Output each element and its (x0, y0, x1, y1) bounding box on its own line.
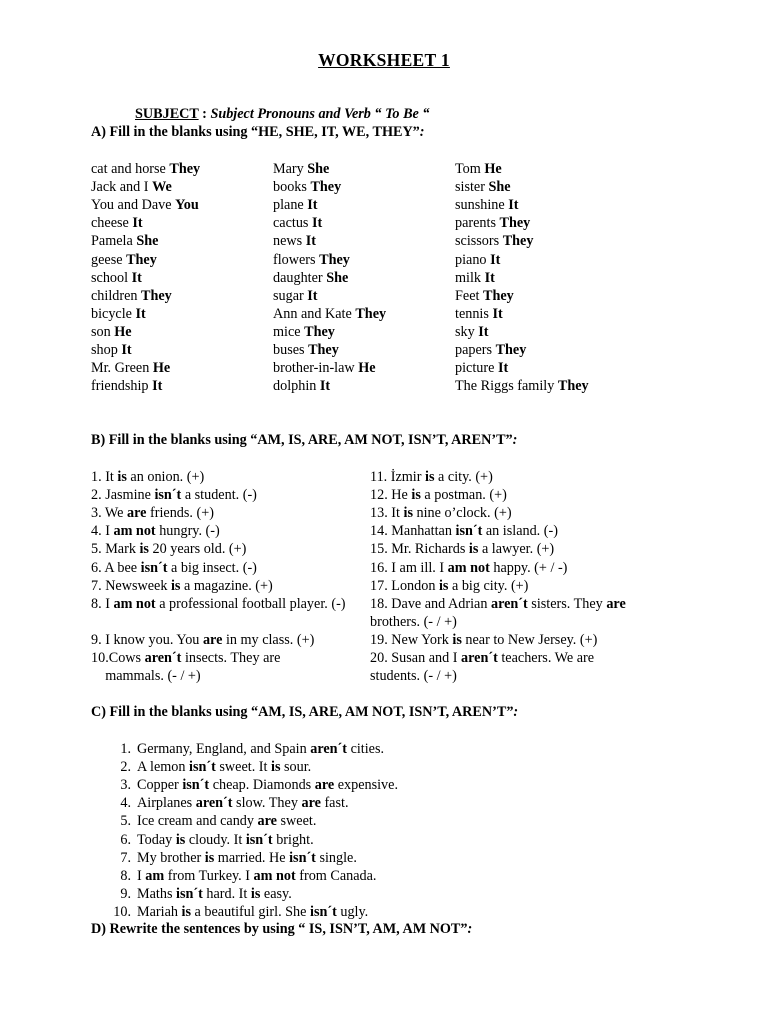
pronoun-item (455, 196, 518, 214)
pronoun-item (91, 269, 142, 287)
section-d-heading: D) Rewrite the sentences by using “ IS, ISN’T, AM, AM NOT”: (91, 921, 473, 937)
verb-answer: aren´t (310, 741, 348, 757)
item-number: 5. (120, 813, 131, 830)
pronoun-answer: It (484, 269, 495, 286)
pronoun-answer: It (132, 215, 143, 232)
sentence-text: hungry. (-) (155, 523, 220, 540)
list-item (91, 812, 316, 830)
sentence-text: 9. I know you. You (91, 631, 203, 648)
sentence-text: cloudy. It (185, 831, 246, 848)
sentence-text: a lawyer. (+) (478, 541, 555, 558)
sentence-text: Ice cream and candy (137, 813, 258, 830)
sentence-text: 5. Mark (91, 541, 140, 558)
sentence-text: 20 years old. (+) (148, 541, 247, 558)
pronoun-answer: He (358, 360, 376, 377)
noun-text: milk (455, 269, 482, 286)
pronoun-item (273, 196, 318, 214)
sentence-text: mammals. (- / +) (91, 668, 201, 685)
sentence-line (91, 595, 346, 613)
noun-text: Feet (455, 287, 480, 304)
list-item (91, 867, 376, 885)
pronoun-item (91, 341, 132, 359)
pronoun-item (455, 341, 526, 359)
verb-answer: isn´t (140, 559, 168, 576)
pronoun-answer: We (152, 179, 172, 196)
sentence-line (370, 522, 558, 540)
verb-answer: are (314, 777, 335, 794)
sentence-text: a professional football player. (-) (155, 595, 346, 612)
pronoun-item (91, 305, 146, 323)
item-number: 8. (120, 867, 131, 884)
sentence-line (91, 559, 257, 577)
noun-text: tennis (455, 305, 489, 322)
pronoun-item (455, 323, 489, 341)
sentence-line (91, 540, 246, 558)
subject-text: Subject Pronouns and Verb “ To Be “ (210, 106, 430, 122)
sentence-line (370, 504, 512, 522)
noun-text: buses (273, 342, 305, 358)
sentence-line (370, 468, 493, 486)
sentence-text: 4. I (91, 523, 114, 540)
sentence-text: a big insect. (-) (167, 559, 257, 576)
item-number: 9. (120, 885, 131, 902)
page-title: WORKSHEET 1 (318, 50, 450, 70)
sentence-text: 11. İzmir (370, 469, 426, 485)
sentence-line (91, 667, 201, 685)
verb-answer: are (127, 505, 147, 522)
noun-text: The Riggs family (455, 378, 555, 395)
pronoun-item (455, 178, 511, 196)
sentence-line (370, 667, 457, 685)
sentence-text: 18. Dave and Adrian (370, 595, 491, 612)
section-a-heading: A) Fill in the blanks using “HE, SHE, IT, WE, THEY”: (91, 124, 425, 140)
sentence-text: from Canada. (295, 867, 377, 884)
noun-text: Ann and Kate (273, 305, 352, 322)
noun-text: flowers (273, 251, 316, 268)
sentence-line (370, 613, 457, 631)
sentence-text: brothers. (- / +) (370, 613, 457, 630)
noun-text: children (91, 287, 138, 304)
sentence-text: sweet. (276, 813, 317, 830)
verb-answer: isn´t (455, 523, 483, 540)
noun-text: sugar (273, 287, 304, 304)
pronoun-item (273, 305, 386, 323)
verb-answer: am not (113, 595, 156, 612)
sentence-text: students. (- / +) (370, 668, 457, 685)
noun-text: papers (455, 342, 493, 358)
pronoun-item (273, 232, 316, 250)
sentence-line (91, 486, 257, 504)
verb-answer: isn´t (245, 831, 273, 848)
noun-text: Jack and I (91, 179, 149, 196)
sentence-text: an onion. (+) (126, 469, 205, 485)
pronoun-answer: They (557, 378, 589, 395)
sentence-text: slow. They (232, 795, 302, 812)
verb-answer: are (301, 795, 321, 812)
sentence-text: I (137, 867, 146, 884)
verb-answer: isn´t (310, 903, 337, 920)
pronoun-item (455, 214, 530, 232)
sentence-text: 3. We (91, 505, 128, 522)
sentence-text: single. (315, 849, 357, 866)
noun-text: Tom (455, 161, 481, 177)
verb-answer: aren´t (490, 595, 528, 612)
verb-answer: isn´t (176, 885, 203, 902)
list-item (91, 740, 384, 758)
sentence-text: 16. I am ill. I (370, 559, 448, 576)
sentence-text: Mariah (137, 903, 182, 920)
pronoun-answer: It (478, 323, 489, 340)
pronoun-item (455, 269, 495, 287)
list-item (91, 831, 314, 849)
verb-answer: aren´t (195, 795, 233, 812)
pronoun-answer: It (319, 378, 331, 395)
pronoun-answer: They (141, 287, 172, 304)
noun-text: bicycle (91, 305, 132, 322)
noun-text: plane (273, 197, 304, 214)
pronoun-item (273, 214, 322, 232)
sentence-line (91, 649, 280, 667)
sentence-text: My brother (137, 849, 205, 866)
pronoun-item (273, 160, 329, 178)
pronoun-answer: It (312, 215, 323, 232)
pronoun-item (273, 359, 376, 377)
pronoun-answer: They (502, 233, 534, 250)
sentence-line (91, 468, 204, 486)
verb-answer: is (204, 849, 215, 866)
verb-answer: isn´t (154, 487, 182, 504)
pronoun-answer: She (326, 269, 349, 286)
pronoun-answer: They (310, 179, 342, 196)
verb-answer: is (139, 541, 149, 558)
sentence-text: A lemon (137, 759, 190, 776)
pronoun-answer: He (114, 323, 132, 340)
verb-answer: is (438, 577, 449, 594)
item-number: 3. (120, 777, 131, 794)
sentence-text: married. He (214, 849, 290, 866)
sentence-text: an island. (-) (482, 523, 558, 540)
pronoun-item (91, 377, 162, 395)
subject-colon: : (198, 106, 211, 122)
noun-text: Pamela (91, 233, 133, 250)
pronoun-item (273, 377, 330, 395)
sentence-text: happy. (+ / -) (489, 559, 568, 576)
pronoun-item (455, 377, 589, 395)
pronoun-answer: They (482, 287, 514, 304)
list-item (91, 903, 368, 921)
verb-answer: is (271, 759, 281, 776)
pronoun-item (91, 214, 143, 232)
sentence-text: Airplanes (137, 795, 196, 812)
sentence-text: 15. Mr. Richards (370, 541, 469, 558)
pronoun-item (273, 178, 341, 196)
verb-answer: is (425, 469, 435, 485)
pronoun-answer: She (307, 161, 330, 177)
noun-text: shop (91, 342, 118, 358)
sentence-line (370, 631, 597, 649)
sentence-text: a magazine. (+) (180, 577, 273, 594)
subject-label: SUBJECT (135, 106, 199, 122)
verb-answer: is (181, 903, 191, 920)
pronoun-answer: It (490, 251, 501, 268)
subject-line (135, 106, 429, 123)
noun-text: geese (91, 251, 123, 268)
item-number: 1. (120, 741, 131, 757)
sentence-text: a beautiful girl. She (191, 903, 310, 920)
sentence-line (370, 649, 594, 667)
list-item (91, 776, 398, 794)
pronoun-item (91, 232, 158, 250)
sentence-text: 1. It (91, 469, 118, 485)
sentence-text: 13. It (370, 505, 404, 522)
verb-answer: is (175, 831, 186, 848)
sentence-text: 10.Cows (91, 650, 145, 666)
pronoun-answer: They (308, 342, 339, 358)
pronoun-item (91, 251, 157, 269)
sentence-text: fast. (320, 795, 349, 812)
noun-text: sky (455, 323, 475, 340)
pronoun-item (273, 287, 318, 305)
noun-text: brother-in-law (273, 360, 355, 377)
verb-answer: is (411, 487, 421, 504)
sentence-text: a postman. (+) (420, 487, 507, 504)
pronoun-item (273, 251, 350, 269)
pronoun-answer: It (307, 287, 318, 304)
sentence-text: 7. Newsweek (91, 577, 171, 594)
sentence-line (91, 577, 273, 595)
verb-answer: is (452, 631, 462, 648)
sentence-text: 19. New York (370, 631, 453, 648)
verb-answer: aren´t (461, 650, 498, 666)
sentence-text: friends. (+) (146, 505, 214, 522)
pronoun-answer: They (304, 323, 335, 340)
verb-answer: is (170, 577, 181, 594)
sentence-text: Germany, England, and Spain (137, 741, 311, 757)
noun-text: daughter (273, 269, 323, 286)
pronoun-answer: It (307, 197, 318, 214)
sentence-text: teachers. We are (497, 650, 595, 666)
verb-answer: isn´t (189, 759, 216, 776)
sentence-text: bright. (272, 831, 314, 848)
sentence-text: 20. Susan and I (370, 650, 462, 666)
pronoun-item (455, 287, 514, 305)
sentence-line (91, 631, 314, 649)
sentence-text: hard. It (202, 885, 251, 902)
section-b-heading: B) Fill in the blanks using “AM, IS, ARE, AM NOT, ISN’T, AREN’T”: (91, 432, 518, 448)
noun-text: mice (273, 323, 301, 340)
noun-text: scissors (455, 233, 500, 250)
noun-text: parents (455, 215, 496, 232)
pronoun-answer: It (492, 305, 503, 322)
pronoun-answer: It (305, 233, 316, 250)
pronoun-item (91, 178, 172, 196)
noun-text: Mr. Green (91, 360, 150, 377)
verb-answer: isn´t (182, 777, 210, 794)
pronoun-item (91, 359, 170, 377)
noun-text: cat and horse (91, 161, 166, 177)
noun-text: picture (455, 360, 495, 377)
sentence-text: sisters. They (527, 595, 607, 612)
pronoun-answer: He (484, 161, 502, 177)
verb-answer: are (257, 813, 277, 830)
noun-text: You and Dave (91, 197, 172, 214)
pronoun-answer: It (152, 378, 163, 395)
verb-answer: is (403, 505, 413, 522)
sentence-text: 14. Manhattan (370, 523, 456, 540)
noun-text: books (273, 179, 307, 196)
sentence-text: 12. He (370, 487, 412, 504)
sentence-text: sour. (280, 759, 312, 776)
pronoun-answer: He (152, 360, 171, 377)
noun-text: Mary (273, 161, 304, 177)
sentence-line (370, 577, 528, 595)
sentence-text: cheap. Diamonds (209, 777, 315, 794)
list-item (91, 758, 311, 776)
verb-answer: is (117, 469, 127, 485)
sentence-text: Maths (137, 885, 177, 902)
pronoun-answer: They (169, 161, 201, 177)
verb-answer: am (145, 867, 165, 884)
verb-answer: is (250, 885, 261, 902)
pronoun-answer: They (319, 251, 350, 268)
verb-answer: am not (113, 523, 156, 540)
noun-text: cheese (91, 215, 129, 232)
pronoun-answer: They (495, 342, 527, 358)
sentence-text: cities. (347, 741, 385, 757)
sentence-line (370, 540, 554, 558)
noun-text: cactus (273, 215, 309, 232)
sentence-text: 17. London (370, 577, 439, 594)
pronoun-answer: She (136, 233, 159, 250)
verb-answer: are (202, 631, 223, 648)
sentence-text: in my class. (+) (222, 631, 315, 648)
verb-answer: am not (447, 559, 490, 576)
pronoun-item (91, 323, 132, 341)
pronoun-item (91, 196, 199, 214)
pronoun-item (91, 160, 200, 178)
sentence-text: 8. I (91, 595, 114, 612)
sentence-line (91, 504, 214, 522)
noun-text: news (273, 233, 303, 250)
verb-answer: am not (253, 867, 296, 884)
item-number: 6. (120, 831, 131, 848)
verb-answer: aren´t (144, 650, 182, 666)
sentence-text: a city. (+) (434, 469, 493, 485)
noun-text: piano (455, 251, 487, 268)
noun-text: dolphin (273, 378, 317, 395)
list-item (91, 794, 349, 812)
pronoun-answer: It (508, 197, 519, 214)
pronoun-answer: She (488, 179, 511, 196)
pronoun-answer: It (135, 305, 146, 322)
section-c-heading: C) Fill in the blanks using “AM, IS, ARE, AM NOT, ISN’T, AREN’T”: (91, 704, 519, 720)
sentence-text: insects. They are (181, 650, 281, 666)
sentence-text: sweet. It (215, 759, 272, 776)
pronoun-answer: They (499, 215, 531, 232)
sentence-text: 6. A bee (91, 559, 141, 576)
noun-text: son (91, 323, 111, 340)
verb-answer: isn´t (289, 849, 316, 866)
verb-answer: is (468, 541, 479, 558)
sentence-text: a big city. (+) (448, 577, 529, 594)
sentence-text: Today (137, 831, 176, 848)
sentence-text: expensive. (334, 777, 398, 794)
item-number: 2. (120, 759, 131, 776)
sentence-line (370, 559, 567, 577)
pronoun-item (455, 305, 503, 323)
sentence-line (370, 486, 507, 504)
pronoun-item (273, 269, 348, 287)
sentence-text: nine o’clock. (+) (412, 505, 512, 522)
sentence-text: a student. (-) (181, 487, 257, 504)
pronoun-answer: It (131, 269, 142, 286)
pronoun-item (455, 359, 508, 377)
noun-text: school (91, 269, 129, 286)
verb-answer: are (606, 595, 626, 612)
pronoun-item (455, 251, 500, 269)
item-number: 4. (120, 795, 131, 812)
sentence-text: easy. (260, 885, 292, 902)
sentence-line (370, 595, 626, 613)
pronoun-item (273, 323, 335, 341)
pronoun-answer: It (121, 342, 132, 358)
sentence-line (91, 522, 220, 540)
pronoun-item (273, 341, 339, 359)
item-number: 10. (113, 903, 131, 920)
list-item (91, 885, 292, 903)
noun-text: sister (455, 179, 485, 196)
item-number: 7. (120, 849, 131, 866)
sentence-text: Copper (137, 777, 183, 794)
sentence-text: 2. Jasmine (91, 487, 155, 504)
pronoun-answer: You (175, 197, 199, 214)
pronoun-answer: They (355, 305, 387, 322)
noun-text: friendship (91, 378, 149, 395)
list-item (91, 849, 357, 867)
pronoun-item (455, 160, 502, 178)
noun-text: sunshine (455, 197, 505, 214)
pronoun-answer: It (497, 360, 509, 377)
sentence-text: ugly. (336, 903, 369, 920)
pronoun-item (455, 232, 533, 250)
pronoun-answer: They (126, 251, 157, 268)
sentence-text: from Turkey. I (164, 867, 254, 884)
sentence-text: near to New Jersey. (+) (461, 631, 598, 648)
pronoun-item (91, 287, 172, 305)
